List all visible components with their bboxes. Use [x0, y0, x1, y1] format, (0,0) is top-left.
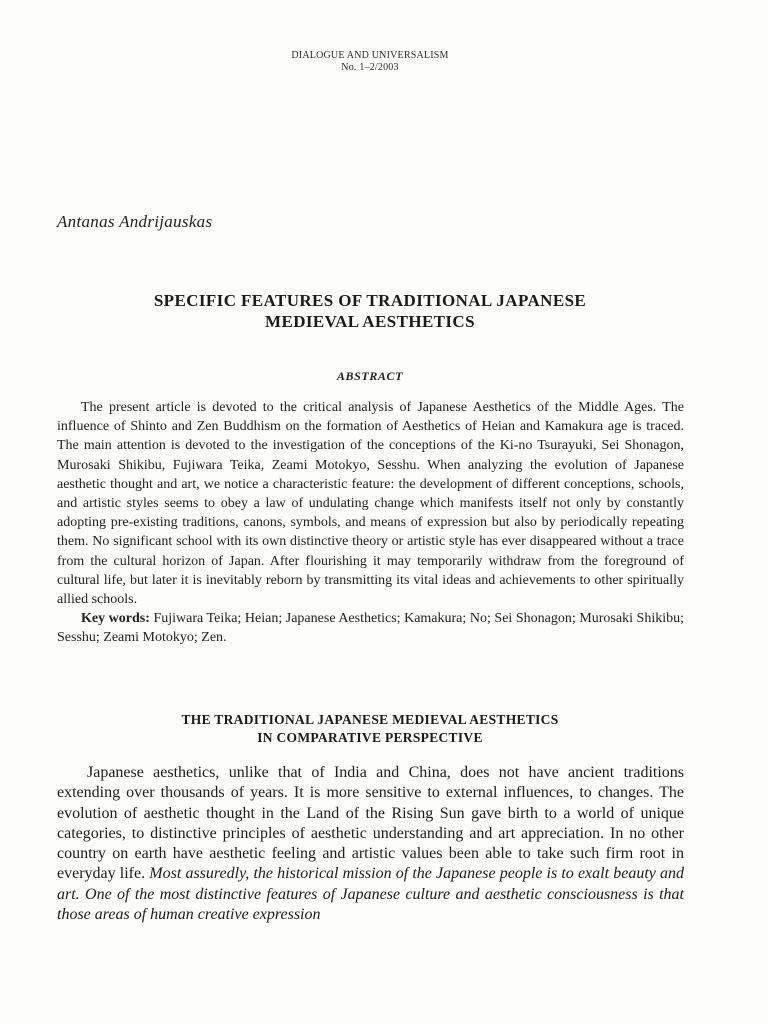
title-line-1: SPECIFIC FEATURES OF TRADITIONAL JAPANESE: [153, 291, 587, 310]
keywords-label: Key words:: [81, 611, 150, 627]
section-heading-line-2: IN COMPARATIVE PERSPECTIVE: [257, 730, 483, 745]
abstract-text: The present article is devoted to the critical analysis of Japanese Aesthetics of the Middle Ages. The influence of Shinto and Zen Buddhism on the formation of Aesthetics of Heian and Kamakura age is traced. The main attention is devoted to the investigation of the conceptions of the Ki-no Tsurayuki, Sei Shonagon, Murosaki Shikibu, Fujiwara Teika, Zeami Motokyo, Sesshu. When analyzing the evolution of Japanese aesthetic thought and art, we notice a characteristic feature: the development of different conceptions, schools, and artistic styles seems to obey a law of undulating change which manifests itself not only by constantly adopting pre-existing traditions, canons, symbols, and means of expression but also by periodically repeating them. No significant school with its own distinctive theory or artistic style has ever disappeared without a trace from the cultural horizon of Japan. After flourishing it may temporarily withdraw from the foreground of cultural life, but later it is inevitably reborn by transmitting its vital ideas and achievements to other spiritually allied schools.: [57, 400, 684, 608]
author-name: Antanas Andrijauskas: [57, 212, 213, 231]
body-paragraph: [57, 763, 684, 925]
body-text-italic: Most assuredly, the historical mission of the Japanese people is to exalt beauty and art. One of the most distinctive features of Japanese culture and aesthetic consciousness is that those areas of human creative expression: [57, 865, 685, 924]
running-header: [0, 50, 740, 74]
article-title: [60, 290, 680, 332]
body-text-regular: Japanese aesthetics, unlike that of India and China, does not have ancient traditions extending over thousands of years. It is more sensitive to external influences, to changes. The evolution of aesthetic thought in the Land of the Rising Sun gave birth to a world of unique categories, to distinctive principles of aesthetic understanding and art appreciation. In no other country on earth have aesthetic feeling and artistic values been able to take such firm root in everyday life.: [57, 764, 684, 883]
issue-number: No. 1–2/2003: [341, 62, 399, 73]
keywords-paragraph: [57, 609, 684, 647]
title-line-2: MEDIEVAL AESTHETICS: [265, 312, 475, 331]
section-heading: [60, 711, 680, 747]
abstract-body: [57, 398, 684, 648]
main-body: [57, 763, 684, 925]
abstract-heading: ABSTRACT: [336, 369, 404, 383]
keywords-list: Fujiwara Teika; Heian; Japanese Aesthetics; Kamakura; No; Sei Shonagon; Murosaki Shikibu; Sesshu; Zeami Motokyo; Zen.: [57, 611, 685, 646]
section-heading-line-1: THE TRADITIONAL JAPANESE MEDIEVAL AESTHETICS: [181, 712, 559, 727]
journal-name: DIALOGUE AND UNIVERSALISM: [291, 50, 449, 61]
